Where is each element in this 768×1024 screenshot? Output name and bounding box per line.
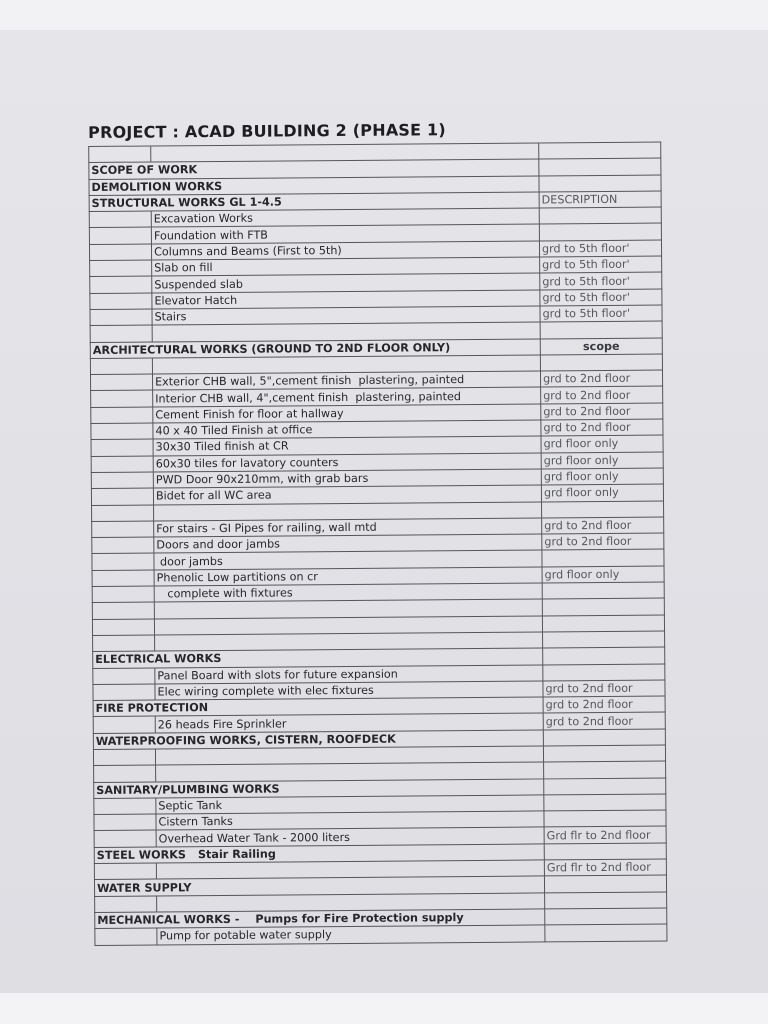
description-cell: PWD Door 90x210mm, with grab bars	[153, 469, 541, 488]
code-cell	[92, 537, 154, 554]
description-cell: Septic Tank	[156, 795, 544, 814]
scope-cell	[539, 207, 661, 224]
scope-cell: grd to 5th floor'	[540, 256, 662, 273]
scope-cell	[543, 729, 665, 746]
scope-cell	[540, 354, 662, 371]
code-cell	[91, 423, 153, 440]
scope-cell	[540, 321, 662, 338]
section-heading-text: ARCHITECTURAL WORKS (GROUND TO 2ND FLOOR ONLY)	[92, 340, 451, 357]
scope-cell: grd to 5th floor'	[540, 272, 662, 289]
code-cell	[92, 521, 154, 538]
code-cell	[90, 309, 152, 326]
description-cell: complete with fixtures	[154, 583, 542, 602]
bottom-margin	[0, 993, 768, 1024]
scope-cell: grd to 2nd floor	[542, 517, 664, 534]
section-inline-note: Pumps for Fire Protection supply	[255, 911, 464, 926]
code-cell	[92, 602, 154, 619]
scope-cell: grd to 2nd floor	[542, 533, 664, 550]
section-heading-text: MECHANICAL WORKS -	[97, 912, 244, 928]
scope-cell	[542, 501, 664, 518]
scope-cell	[542, 582, 664, 599]
scope-cell: grd to 5th floor'	[540, 289, 662, 306]
code-cell	[94, 814, 156, 831]
code-cell	[94, 765, 156, 782]
description-cell: 30x30 Tiled finish at CR	[153, 436, 541, 455]
section-heading-text: WATERPROOFING WORKS, CISTERN, ROOFDECK	[95, 732, 396, 748]
scope-cell: grd to 2nd floor	[541, 419, 663, 436]
code-cell	[95, 896, 157, 913]
section-heading-text: DEMOLITION WORKS	[91, 179, 223, 194]
scope-cell	[543, 647, 665, 664]
code-cell	[89, 227, 151, 244]
description-cell: 26 heads Fire Sprinkler	[155, 713, 543, 732]
description-cell: 60x30 tiles for lavatory counters	[153, 453, 541, 472]
scope-cell	[539, 158, 661, 175]
description-cell: Stairs	[152, 306, 540, 325]
code-cell	[92, 570, 154, 587]
code-cell	[90, 260, 152, 277]
scope-cell: DESCRIPTION	[539, 191, 661, 208]
scope-cell	[544, 761, 666, 778]
code-cell	[93, 716, 155, 733]
section-heading-text: FIRE PROTECTION	[95, 701, 209, 716]
scope-cell	[543, 745, 665, 762]
scope-cell: Grd flr to 2nd floor	[544, 826, 666, 843]
code-cell	[92, 586, 154, 603]
section-heading-text: WATER SUPPLY	[96, 880, 192, 895]
scope-table	[88, 141, 667, 945]
scope-cell	[542, 549, 664, 566]
description-cell: Elec wiring complete with elec fixtures	[155, 681, 543, 700]
section-heading-text: STRUCTURAL WORKS GL 1-4.5	[91, 195, 282, 211]
code-cell	[91, 472, 153, 489]
scope-cell	[544, 875, 666, 892]
top-margin	[0, 0, 768, 30]
code-cell	[91, 390, 153, 407]
scope-cell	[544, 810, 666, 827]
code-cell	[91, 439, 153, 456]
code-cell	[94, 830, 156, 847]
scope-cell	[539, 175, 661, 192]
code-cell	[90, 293, 152, 310]
code-cell	[89, 244, 151, 261]
scope-cell: grd to 2nd floor	[540, 370, 662, 387]
scope-cell: grd to 2nd floor	[541, 403, 663, 420]
scope-cell: grd to 5th floor'	[540, 305, 662, 322]
code-cell	[93, 684, 155, 701]
code-cell	[92, 505, 154, 522]
section-heading-text: SANITARY/PLUMBING WORKS	[96, 782, 280, 797]
code-cell	[91, 407, 153, 424]
code-cell	[89, 146, 151, 163]
description-cell: For stairs - GI Pipes for railing, wall mtd	[154, 518, 542, 537]
code-cell	[93, 635, 155, 652]
section-heading-text: SCOPE OF WORK	[91, 163, 198, 178]
scope-cell	[545, 892, 667, 909]
description-cell: 40 x 40 Tiled Finish at office	[153, 420, 541, 439]
code-cell	[93, 667, 155, 684]
code-cell	[92, 619, 154, 636]
code-cell	[93, 749, 155, 766]
code-cell	[90, 276, 152, 293]
scope-cell	[544, 794, 666, 811]
scope-cell: grd to 2nd floor	[543, 712, 665, 729]
code-cell	[95, 928, 157, 945]
description-cell: Pump for potable water supply	[157, 925, 545, 944]
section-inline-note: Stair Railing	[197, 847, 276, 862]
code-cell	[92, 553, 154, 570]
scope-cell	[539, 142, 661, 159]
scope-cell: Grd flr to 2nd floor	[544, 859, 666, 876]
scope-cell	[539, 223, 661, 240]
description-cell: Doors and door jambs	[154, 534, 542, 553]
description-cell: Interior CHB wall, 4",cement finish plastering, painted	[153, 387, 541, 406]
description-cell: Panel Board with slots for future expansion	[155, 664, 543, 683]
scope-cell: grd to 2nd floor	[543, 696, 665, 713]
scope-cell: grd floor only	[541, 468, 663, 485]
description-cell: Slab on fill	[152, 257, 540, 276]
scope-cell: grd floor only	[541, 484, 663, 501]
section-heading-text: ELECTRICAL WORKS	[95, 652, 222, 667]
project-title: PROJECT : ACAD BUILDING 2 (PHASE 1)	[88, 120, 446, 142]
scope-cell	[544, 778, 666, 795]
description-cell: Exterior CHB wall, 5",cement finish plastering, painted	[152, 371, 540, 390]
scope-cell	[544, 843, 666, 860]
scope-cell: grd to 2nd floor	[543, 680, 665, 697]
code-cell	[91, 488, 153, 505]
scope-cell: grd to 2nd floor	[541, 386, 663, 403]
description-cell: Cistern Tanks	[156, 811, 544, 830]
scope-cell	[543, 663, 665, 680]
description-cell: Suspended slab	[152, 273, 540, 292]
scope-cell	[545, 924, 667, 941]
description-cell: Elevator Hatch	[152, 290, 540, 309]
scope-cell	[542, 598, 664, 615]
description-cell: door jambs	[154, 550, 542, 569]
scope-cell	[545, 908, 667, 925]
scope-cell	[543, 631, 665, 648]
description-cell: Overhead Water Tank - 2000 liters	[156, 827, 544, 846]
scope-cell: grd floor only	[542, 566, 664, 583]
description-cell: Cement Finish for floor at hallway	[153, 404, 541, 423]
scope-cell: grd floor only	[541, 452, 663, 469]
description-cell: Excavation Works	[151, 208, 539, 227]
scope-cell: grd floor only	[541, 435, 663, 452]
scope-of-work-document	[88, 116, 666, 946]
scope-cell: grd to 5th floor'	[539, 240, 661, 257]
description-cell: Foundation with FTB	[151, 224, 539, 243]
code-cell	[89, 211, 151, 228]
description-cell: Columns and Beams (First to 5th)	[151, 241, 539, 260]
code-cell	[91, 374, 153, 391]
description-cell: Bidet for all WC area	[153, 485, 541, 504]
scope-cell: scope	[540, 338, 662, 355]
code-cell	[90, 358, 152, 375]
scope-cell	[542, 615, 664, 632]
section-heading-text: STEEL WORKS	[96, 848, 187, 862]
code-cell	[90, 325, 152, 342]
description-cell: Phenolic Low partitions on cr	[154, 567, 542, 586]
code-cell	[94, 863, 156, 880]
code-cell	[94, 798, 156, 815]
code-cell	[91, 456, 153, 473]
